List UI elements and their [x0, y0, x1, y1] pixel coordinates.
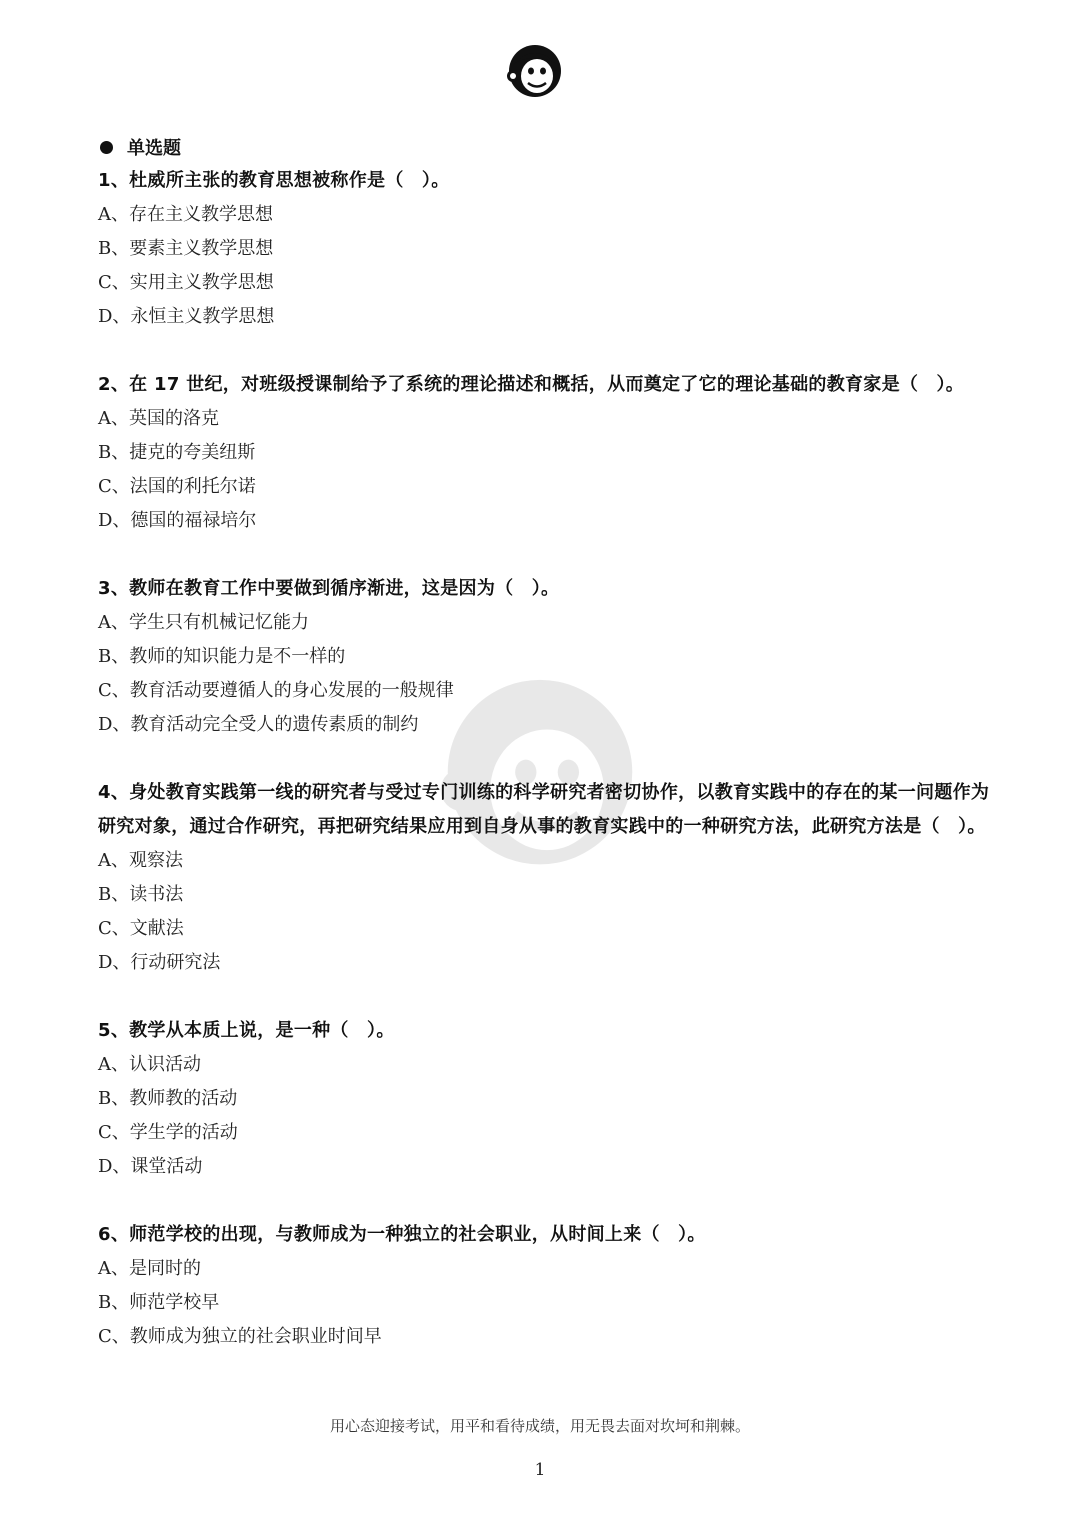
page-number: 1 — [534, 1460, 546, 1480]
option-a: A、学生只有机械记忆能力 — [98, 612, 309, 633]
option-c: C、教师成为独立的社会职业时间早 — [98, 1326, 382, 1347]
option-d: D、永恒主义教学思想 — [98, 306, 275, 327]
monkey-mascot-icon — [504, 38, 566, 100]
question-3 — [98, 572, 998, 742]
option-a: A、存在主义教学思想 — [98, 204, 273, 225]
question-5 — [98, 1014, 998, 1184]
option-d: D、行动研究法 — [98, 952, 221, 973]
option-a: A、英国的洛克 — [98, 408, 219, 429]
option-a: A、观察法 — [98, 850, 183, 871]
option-b: B、师范学校早 — [98, 1292, 220, 1313]
option-c: C、法国的利托尔诺 — [98, 476, 256, 497]
option-d: D、课堂活动 — [98, 1156, 203, 1177]
footer-motto: 用心态迎接考试，用平和看待成绩，用无畏去面对坎坷和荆棘。 — [329, 1417, 750, 1435]
question-stem: 2、在 17 世纪，对班级授课制给予了系统的理论描述和概括，从而奠定了它的理论基础的教育家是（ ）。 — [98, 374, 965, 395]
question-stem: 3、教师在教育工作中要做到循序渐进，这是因为（ ）。 — [98, 578, 560, 599]
question-stem: 4、身处教育实践第一线的研究者与受过专门训练的科学研究者密切协作，以教育实践中的存在的某一问题作为研究对象，通过合作研究，再把研究结果应用到自身从事的教育实践中的一种研究方法，此研究方法是（ ）。 — [98, 782, 990, 837]
section-title: 单选题 — [127, 138, 181, 159]
option-c: C、教育活动要遵循人的身心发展的一般规律 — [98, 680, 454, 701]
question-4 — [98, 776, 998, 980]
option-c: C、文献法 — [98, 918, 184, 939]
question-stem: 5、教学从本质上说，是一种（ ）。 — [98, 1020, 395, 1041]
option-c: C、实用主义教学思想 — [98, 272, 274, 293]
option-a: A、认识活动 — [98, 1054, 201, 1075]
option-b: B、要素主义教学思想 — [98, 238, 274, 259]
question-2 — [98, 368, 998, 538]
section-heading — [98, 130, 998, 164]
bullet-icon — [100, 141, 113, 154]
option-d: D、教育活动完全受人的遗传素质的制约 — [98, 714, 419, 735]
option-b: B、捷克的夸美纽斯 — [98, 442, 256, 463]
option-b: B、读书法 — [98, 884, 184, 905]
option-c: C、学生学的活动 — [98, 1122, 238, 1143]
question-stem: 6、师范学校的出现，与教师成为一种独立的社会职业，从时间上来（ ）。 — [98, 1224, 706, 1245]
question-stem: 1、杜威所主张的教育思想被称作是（ ）。 — [98, 170, 450, 191]
question-1 — [98, 164, 998, 334]
option-d: D、德国的福禄培尔 — [98, 510, 257, 531]
option-b: B、教师教的活动 — [98, 1088, 238, 1109]
option-b: B、教师的知识能力是不一样的 — [98, 646, 346, 667]
question-6 — [98, 1218, 998, 1354]
question-sheet — [98, 130, 998, 1354]
option-a: A、是同时的 — [98, 1258, 201, 1279]
